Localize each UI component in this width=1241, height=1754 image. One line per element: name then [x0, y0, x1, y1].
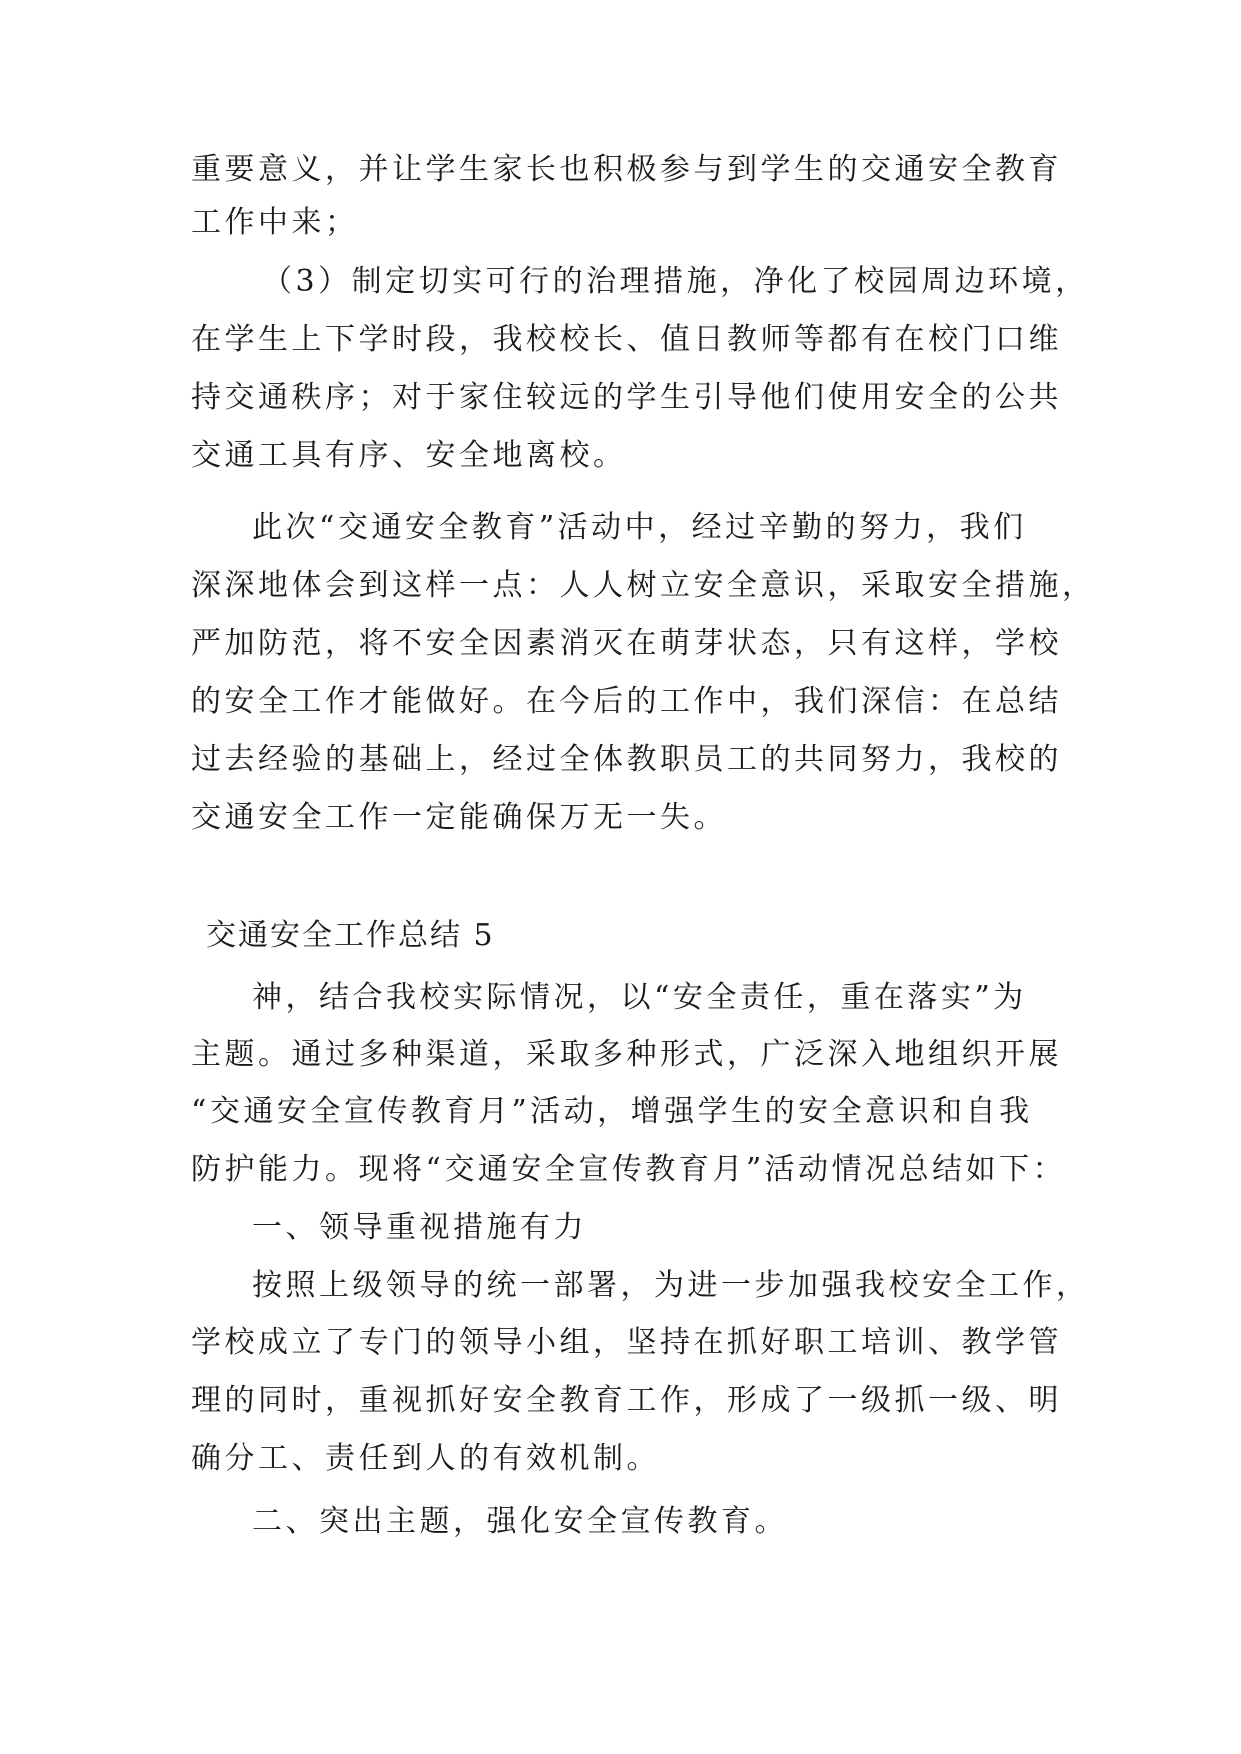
paragraph-line: 防护能力。现将“交通安全宣传教育月”活动情况总结如下：: [191, 1152, 1067, 1187]
paragraph-line: 过去经验的基础上，经过全体教职员工的共同努力，我校的: [191, 742, 1062, 777]
paragraph-line: 交通工具有序、安全地离校。: [191, 438, 627, 473]
paragraph-line: “交通安全宣传教育月”活动，增强学生的安全意识和自我: [191, 1094, 1033, 1129]
paragraph-line: 交通安全工作一定能确保万无一失。: [191, 800, 727, 835]
paragraph-line: 神，结合我校实际情况，以“安全责任，重在落实”为: [252, 980, 1027, 1015]
subsection-heading: 一、领导重视措施有力: [252, 1210, 587, 1245]
paragraph-line: 理的同时，重视抓好安全教育工作，形成了一级抓一级、明: [191, 1383, 1062, 1418]
paragraph-line: 此次“交通安全教育”活动中，经过辛勤的努力，我们: [252, 510, 1027, 545]
paragraph-line: 深深地体会到这样一点：人人树立安全意识，采取安全措施，: [191, 568, 1096, 603]
paragraph-line: 的安全工作才能做好。在今后的工作中，我们深信：在总结: [191, 684, 1062, 719]
paragraph-line: 学校成立了专门的领导小组，坚持在抓好职工培训、教学管: [191, 1325, 1062, 1360]
paragraph-line: （3）制定切实可行的治理措施，净化了校园周边环境，: [262, 264, 1089, 299]
paragraph-line: 按照上级领导的统一部署，为进一步加强我校安全工作，: [252, 1268, 1090, 1303]
paragraph-line: 确分工、责任到人的有效机制。: [191, 1441, 660, 1476]
subsection-heading: 二、突出主题，强化安全宣传教育。: [252, 1504, 788, 1539]
paragraph-line: 工作中来；: [191, 205, 359, 240]
section-heading: 交通安全工作总结 5: [206, 918, 495, 953]
paragraph-line: 持交通秩序；对于家住较远的学生引导他们使用安全的公共: [191, 380, 1062, 415]
paragraph-line: 在学生上下学时段，我校校长、值日教师等都有在校门口维: [191, 322, 1062, 357]
paragraph-line: 主题。通过多种渠道，采取多种形式，广泛深入地组织开展: [191, 1037, 1062, 1072]
paragraph-line: 严加防范，将不安全因素消灭在萌芽状态，只有这样，学校: [191, 626, 1062, 661]
paragraph-line: 重要意义，并让学生家长也积极参与到学生的交通安全教育: [191, 152, 1062, 187]
